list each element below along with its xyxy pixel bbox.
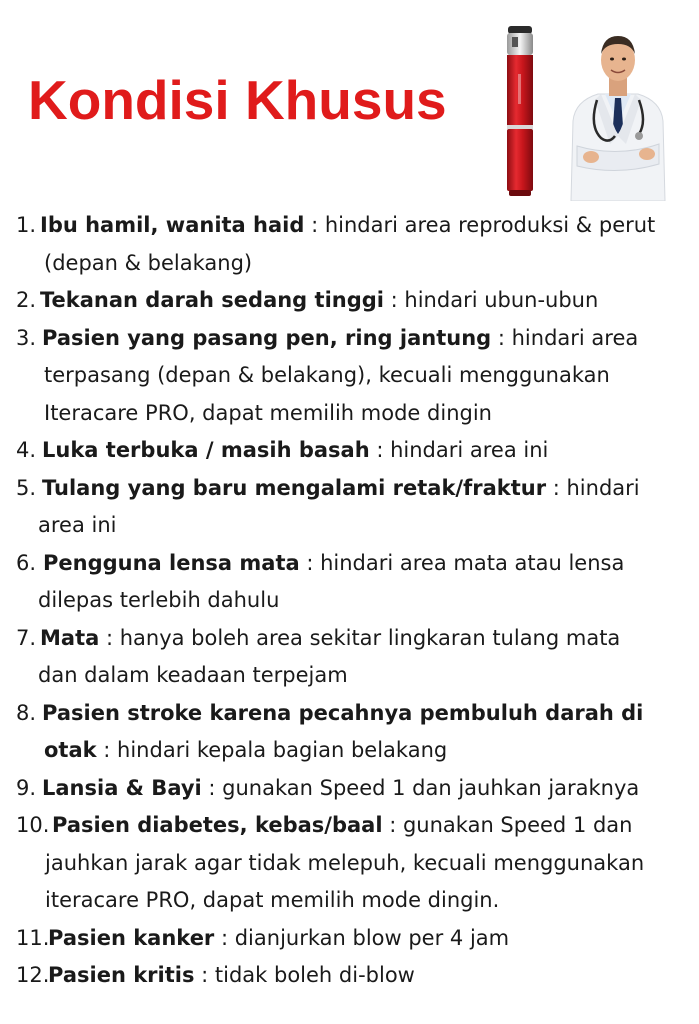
item-continuation: Iteracare PRO, dapat memilih mode dingin (44, 400, 492, 425)
item-text: : hindari ubun-ubun (383, 288, 599, 312)
item-term: Lansia & Bayi (42, 775, 202, 800)
item-text: : hindari area (491, 325, 639, 350)
item-text: : tidak boleh di-blow (194, 963, 415, 987)
item-term: Pasien kritis (48, 963, 195, 987)
list-item (16, 807, 696, 920)
item-number: 5. (16, 475, 37, 500)
item-number: 10. (16, 813, 50, 837)
item-continuation: terpasang (depan & belakang), kecuali menggunakan (44, 363, 610, 387)
item-term: Pasien stroke karena pecahnya pembuluh darah di (42, 700, 644, 725)
item-continuation: jauhkan jarak agar tidak melepuh, kecuali menggunakan (45, 850, 645, 875)
item-term: Tulang yang baru mengalami retak/fraktur (42, 475, 547, 500)
item-term: Luka terbuka / masih basah (42, 438, 370, 462)
page-title: Kondisi Khusus (28, 69, 447, 131)
list-item (16, 320, 696, 433)
item-text: : hindari area ini (369, 438, 549, 462)
item-text: : gunakan Speed 1 dan jauhkan jaraknya (201, 775, 640, 800)
item-term: Pasien diabetes, kebas/baal (52, 813, 383, 837)
list-item (16, 470, 696, 545)
doctor-illustration (563, 26, 673, 201)
list-item (16, 695, 696, 770)
item-continuation: (depan & belakang) (44, 250, 253, 275)
item-number: 1. (16, 213, 37, 237)
item-continuation: iteracare PRO, dapat memilih mode dingin. (45, 888, 500, 912)
item-number: 9. (16, 775, 37, 800)
list-item (16, 957, 696, 995)
list-item (16, 620, 696, 695)
item-number: 7. (16, 625, 37, 650)
list-item (16, 207, 696, 282)
item-term: Pasien yang pasang pen, ring jantung (42, 325, 492, 350)
list-item (16, 920, 696, 958)
item-term: Ibu hamil, wanita haid (40, 213, 305, 237)
item-term-continuation: otak (44, 738, 97, 762)
list-item (16, 282, 696, 320)
item-number: 12. (16, 963, 50, 987)
item-continuation: dilepas terlebih dahulu (38, 588, 280, 612)
item-number: 6. (16, 550, 37, 575)
item-text: : hanya boleh area sekitar lingkaran tulang mata (99, 625, 621, 650)
item-number: 11. (16, 925, 50, 950)
list-item (16, 770, 696, 808)
condition-list (16, 207, 696, 995)
item-continuation: : hindari kepala bagian belakang (96, 738, 448, 762)
item-term: Pengguna lensa mata (43, 550, 300, 575)
item-number: 3. (16, 325, 37, 350)
item-number: 8. (16, 700, 37, 725)
item-text: : hindari area reproduksi & perut (304, 213, 656, 237)
red-pen-device-icon (500, 24, 540, 199)
list-item (16, 545, 696, 620)
item-term: Mata (40, 625, 100, 650)
item-text: : gunakan Speed 1 dan (382, 813, 633, 837)
item-continuation: dan dalam keadaan terpejam (38, 663, 348, 687)
item-term: Tekanan darah sedang tinggi (40, 288, 384, 312)
item-number: 2. (16, 288, 37, 312)
list-item (16, 432, 696, 470)
item-text: : dianjurkan blow per 4 jam (214, 925, 510, 950)
item-text: : hindari (546, 475, 640, 500)
item-text: : hindari area mata atau lensa (299, 550, 625, 575)
item-number: 4. (16, 438, 37, 462)
item-continuation: area ini (38, 513, 117, 537)
item-term: Pasien kanker (48, 925, 215, 950)
